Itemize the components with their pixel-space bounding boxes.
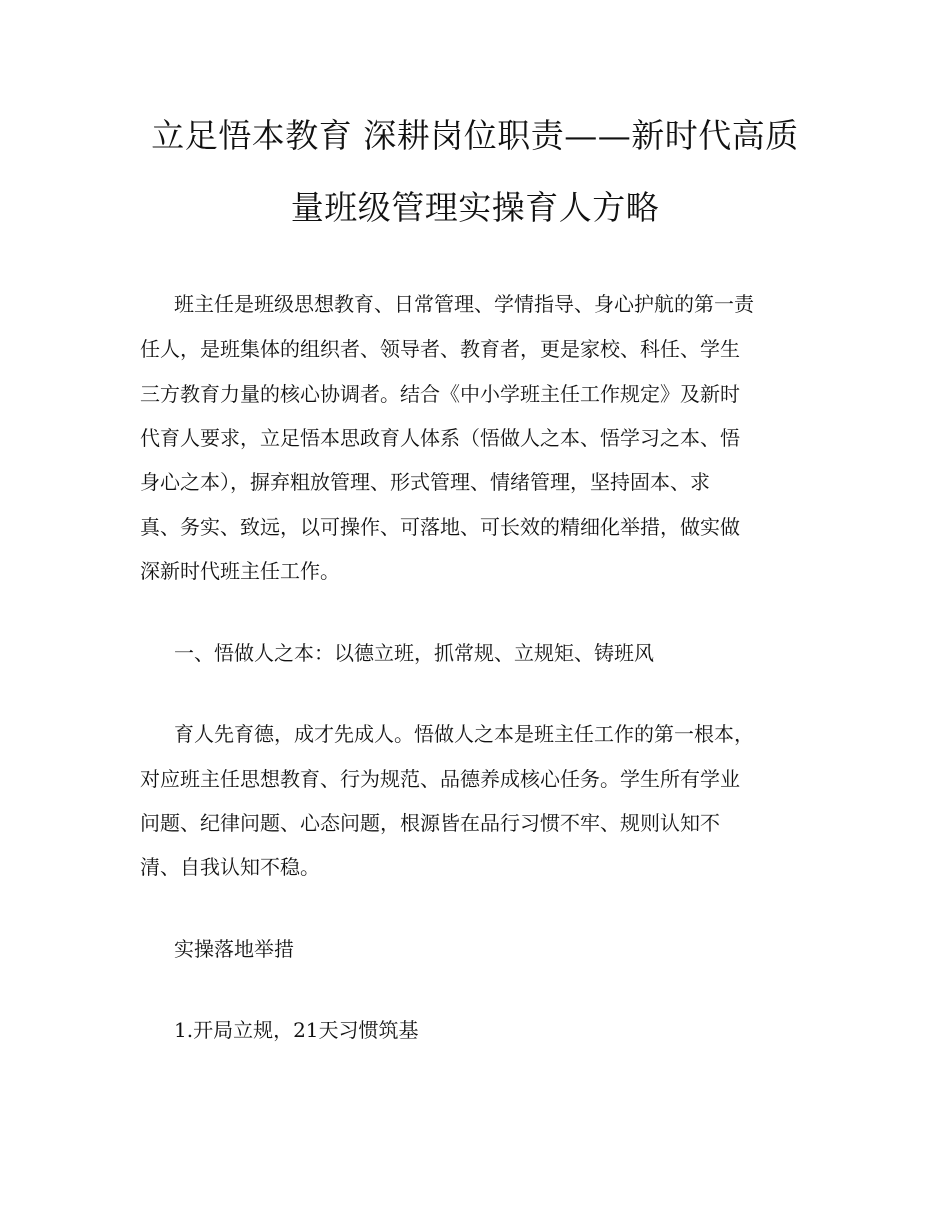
intro-paragraph-line: 真、务实、致远，以可操作、可落地、可长效的精细化举措，做实做 [140,515,740,539]
measures-heading: 实操落地举措 [174,937,294,961]
section-1-heading: 一、悟做人之本：以德立班，抓常规、立规矩、铸班风 [174,641,654,665]
measure-item-1: 1.开局立规，21天习惯筑基 [174,1018,419,1042]
intro-paragraph-line: 任人，是班集体的组织者、领导者、教育者，更是家校、科任、学生 [140,337,740,361]
intro-paragraph-line: 深新时代班主任工作。 [140,559,340,583]
section-1-paragraph-line: 对应班主任思想教育、行为规范、品德养成核心任务。学生所有学业 [140,767,740,791]
document-title-line-1: 立足悟本教育 深耕岗位职责——新时代高质 [151,116,799,155]
intro-paragraph-line: 身心之本），摒弃粗放管理、形式管理、情绪管理，坚持固本、求 [140,470,710,494]
intro-paragraph-line: 三方教育力量的核心协调者。结合《中小学班主任工作规定》及新时 [140,382,740,406]
section-1-paragraph-line: 问题、纪律问题、心态问题，根源皆在品行习惯不牢、规则认知不 [140,811,720,835]
intro-paragraph-line: 代育人要求，立足悟本思政育人体系（悟做人之本、悟学习之本、悟 [140,426,740,450]
document-title-line-2: 量班级管理实操育人方略 [290,188,660,227]
section-1-paragraph-line: 清、自我认知不稳。 [140,855,320,879]
section-1-paragraph-line: 育人先育德，成才先成人。悟做人之本是班主任工作的第一根本， [174,722,754,746]
intro-paragraph-line: 班主任是班级思想教育、日常管理、学情指导、身心护航的第一责 [174,292,754,316]
